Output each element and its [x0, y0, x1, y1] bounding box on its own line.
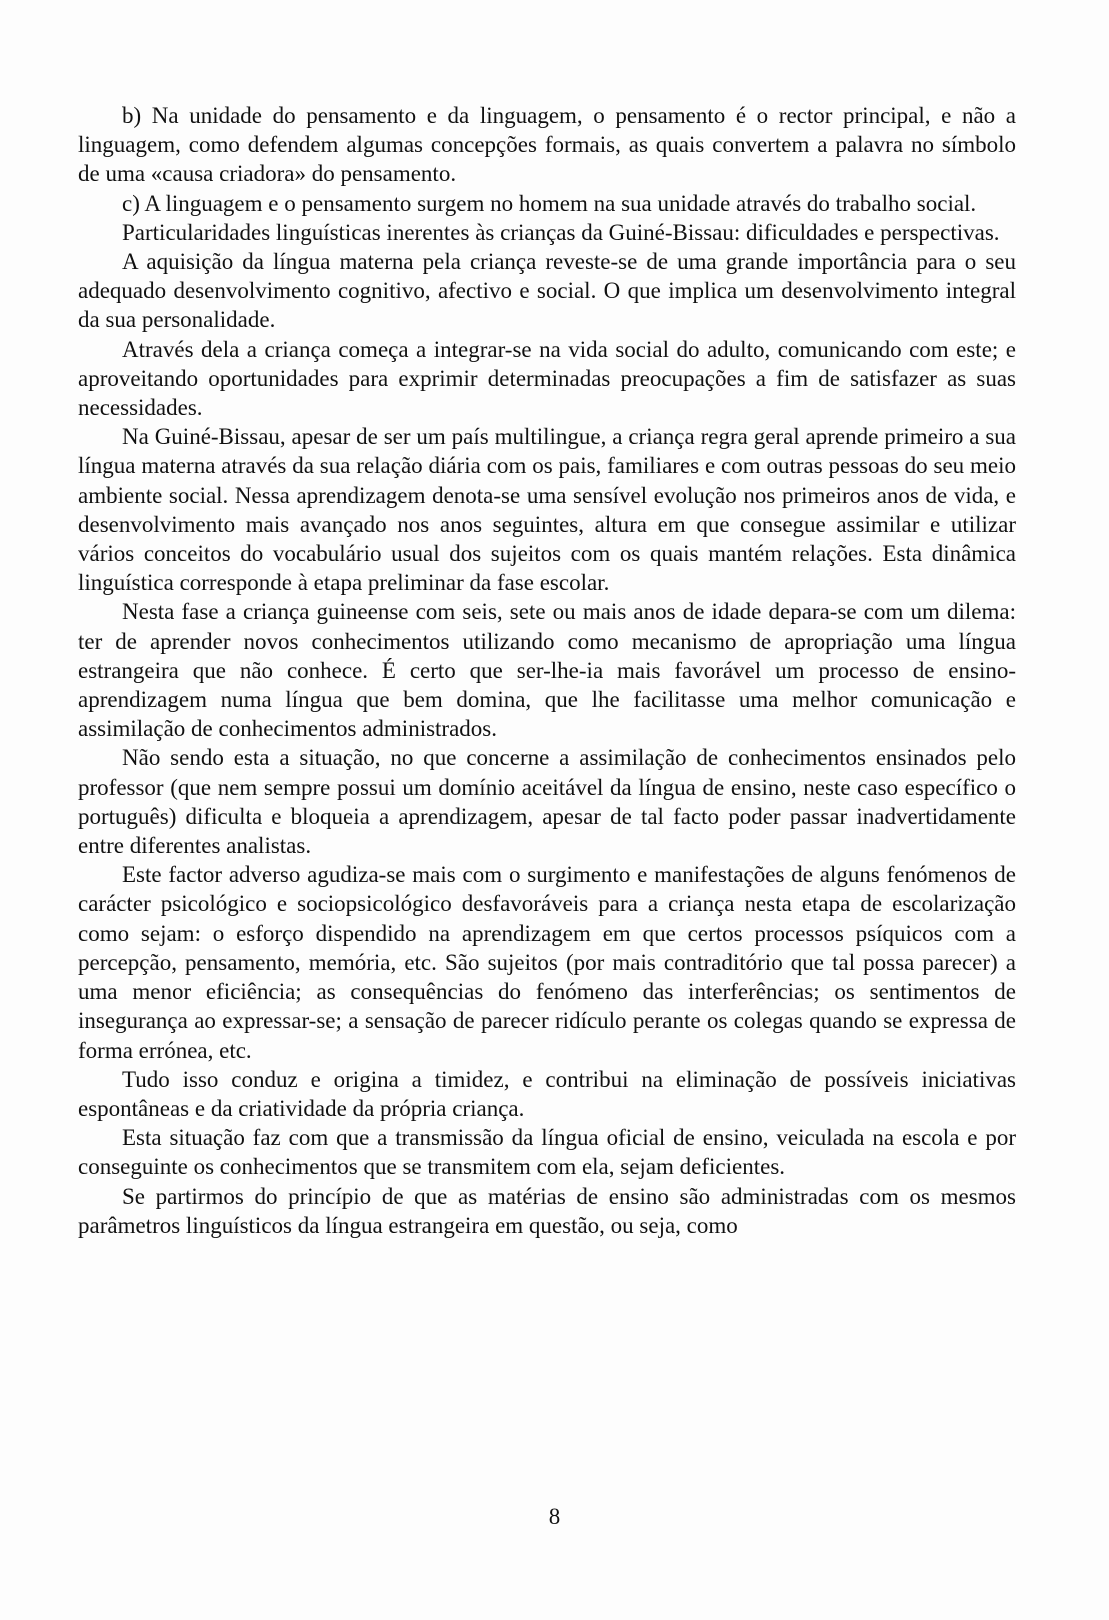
- paragraph: A aquisição da língua materna pela criança reveste-se de uma grande importância para o seu adequado desenvolvimento cognitivo, afectivo e social. O que implica um desenvolvimento integral da sua personalidade.: [78, 249, 1016, 333]
- body-text: [78, 101, 1016, 1240]
- paragraph: Na Guiné-Bissau, apesar de ser um país multilingue, a criança regra geral aprende primeiro a sua língua materna através da sua relação diária com os pais, familiares e com outras pessoas do seu meio ambiente social. Nessa aprendizagem denota-se uma sensível evolução nos primeiros anos de vida, e desenvolvimento mais avançado nos anos seguintes, altura em que consegue assimilar e utilizar vários conceitos do vocabulário usual dos sujeitos com os quais mantém relações. Esta dinâmica linguística corresponde à etapa preliminar da fase escolar.: [78, 424, 1016, 596]
- paragraph: c) A linguagem e o pensamento surgem no homem na sua unidade através do trabalho social.: [122, 190, 977, 216]
- paragraph: Através dela a criança começa a integrar-se na vida social do adulto, comunicando com este; e aproveitando oportunidades para exprimir determinadas preocupações a fim de satisfazer as suas necessidades.: [78, 336, 1016, 421]
- paragraph: Esta situação faz com que a transmissão da língua oficial de ensino, veiculada na escola e por conseguinte os conhecimentos que se transmitem com ela, sejam deficientes.: [78, 1125, 1016, 1180]
- paragraph: Tudo isso conduz e origina a timidez, e contribui na eliminação de possíveis iniciativas espontâneas e da criatividade da própria criança.: [78, 1066, 1016, 1121]
- paragraph: Particularidades linguísticas inerentes às crianças da Guiné-Bissau: dificuldades e perspectivas.: [122, 219, 1000, 245]
- paragraph: Se partirmos do princípio de que as matérias de ensino são administradas com os mesmos parâmetros linguísticos da língua estrangeira em questão, ou seja, como: [78, 1183, 1016, 1238]
- page-number: 8: [548, 1504, 561, 1529]
- paragraph: Este factor adverso agudiza-se mais com o surgimento e manifestações de alguns fenómenos de carácter psicológico e sociopsicológico desfavoráveis para a criança nesta etapa de escolarização como sejam: o esforço dispendido na aprendizagem em que certos processos psíquicos com a percepção, pensamento, memória, etc. São sujeitos (por mais contraditório que tal possa parecer) a uma menor eficiência; as consequências do fenómeno das interferências; os sentimentos de insegurança ao expressar-se; a sensação de parecer ridículo perante os colegas quando se expressa de forma errónea, etc.: [78, 862, 1016, 1063]
- paragraph: b) Na unidade do pensamento e da linguagem, o pensamento é o rector principal, e não a linguagem, como defendem algumas concepções formais, as quais convertem a palavra no símbolo de uma «causa criadora» do pensamento.: [78, 103, 1016, 187]
- paragraph: Nesta fase a criança guineense com seis, sete ou mais anos de idade depara-se com um dilema: ter de aprender novos conhecimentos utilizando como mecanismo de apropriação uma língua estrangeira que não conhece. É certo que ser-lhe-ia mais favorável um processo de ensino-aprendizagem numa língua que bem domina, que lhe facilitasse uma melhor comunicação e assimilação de conhecimentos administrados.: [78, 599, 1016, 742]
- paragraph: Não sendo esta a situação, no que concerne a assimilação de conhecimentos ensinados pelo professor (que nem sempre possui um domínio aceitável da língua de ensino, neste caso específico o português) dificulta e bloqueia a aprendizagem, apesar de tal facto poder passar inadvertidamente entre diferentes analistas.: [78, 745, 1016, 859]
